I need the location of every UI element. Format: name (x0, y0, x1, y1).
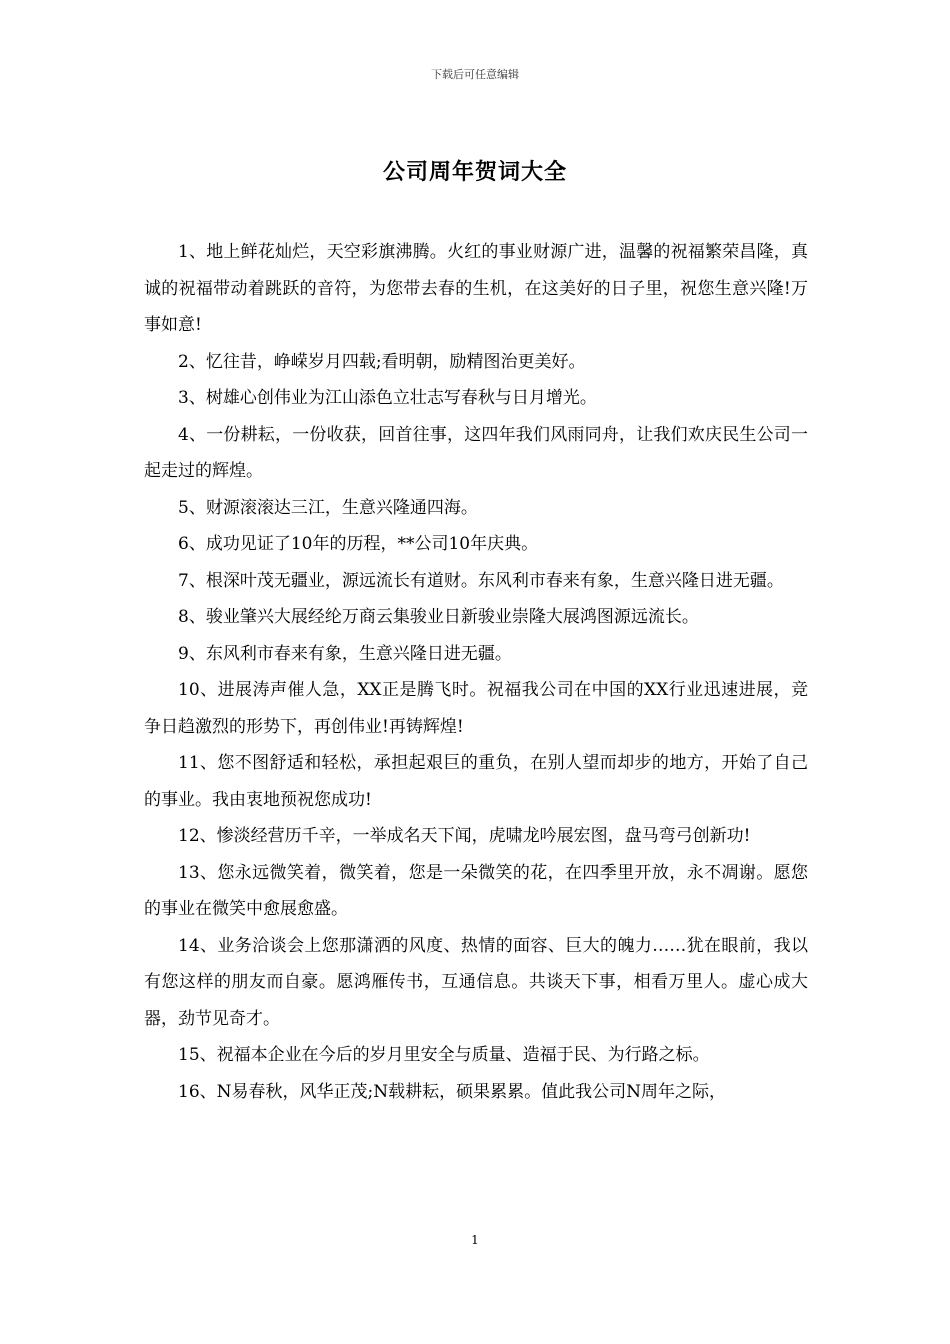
paragraph-15: 15、祝福本企业在今后的岁月里安全与质量、造福于民、为行路之标。 (178, 1045, 710, 1065)
document-title: 公司周年贺词大全 (382, 160, 567, 185)
paragraph-8: 8、骏业肇兴大展经纶万商云集骏业日新骏业崇隆大展鸿图源远流长。 (178, 607, 699, 627)
page-number: 1 (471, 1233, 479, 1247)
paragraph-7: 7、根深叶茂无疆业，源远流长有道财。东风利市春来有象，生意兴隆日进无疆。 (178, 570, 784, 591)
paragraph-10: 10、进展涛声催人急，XX正是腾飞时。祝福我公司在中国的XX行业迅速进展，竞争日趋激烈的形势下，再创伟业!再铸辉煌! (144, 680, 808, 737)
header-note: 下载后可任意编辑 (431, 68, 519, 81)
paragraph-4: 4、一份耕耘，一份收获，回首往事，这四年我们风雨同舟，让我们欢庆民生公司一起走过的辉煌。 (144, 424, 808, 481)
paragraph-3: 3、树雄心创伟业为江山添色立壮志写春秋与日月增光。 (178, 388, 597, 408)
paragraph-13: 13、您永远微笑着，微笑着，您是一朵微笑的花，在四季里开放，永不凋谢。愿您的事业在微笑中愈展愈盛。 (144, 862, 808, 919)
paragraph-12: 12、惨淡经营历千辛，一举成名天下闻，虎啸龙吟展宏图，盘马弯弓创新功! (178, 826, 751, 846)
paragraph-16: 16、N易春秋，风华正茂;N载耕耘，硕果累累。值此我公司N周年之际， (178, 1081, 726, 1102)
paragraph-5: 5、财源滚滚达三江，生意兴隆通四海。 (178, 497, 478, 518)
paragraph-6: 6、成功见证了10年的历程，**公司10年庆典。 (178, 534, 539, 554)
paragraph-9: 9、东风利市春来有象，生意兴隆日进无疆。 (178, 643, 512, 664)
document-body (144, 234, 808, 1110)
paragraph-1: 1、地上鲜花灿烂，天空彩旗沸腾。火红的事业财源广进，温馨的祝福繁荣昌隆，真诚的祝福带动着跳跃的音符，为您带去春的生机，在这美好的日子里，祝您生意兴隆!万事如意! (144, 242, 808, 335)
paragraph-14: 14、业务洽谈会上您那潇洒的风度、热情的面容、巨大的魄力……犹在眼前，我以有您这样的朋友而自豪。愿鸿雁传书，互通信息。共谈天下事，相看万里人。虚心成大器，劲节见奇才。 (144, 935, 808, 1029)
paragraph-2: 2、忆往昔，峥嵘岁月四载;看明朝，励精图治更美好。 (178, 351, 586, 372)
paragraph-11: 11、您不图舒适和轻松，承担起艰巨的重负，在别人望而却步的地方，开始了自己的事业。我由衷地预祝您成功! (144, 753, 808, 810)
